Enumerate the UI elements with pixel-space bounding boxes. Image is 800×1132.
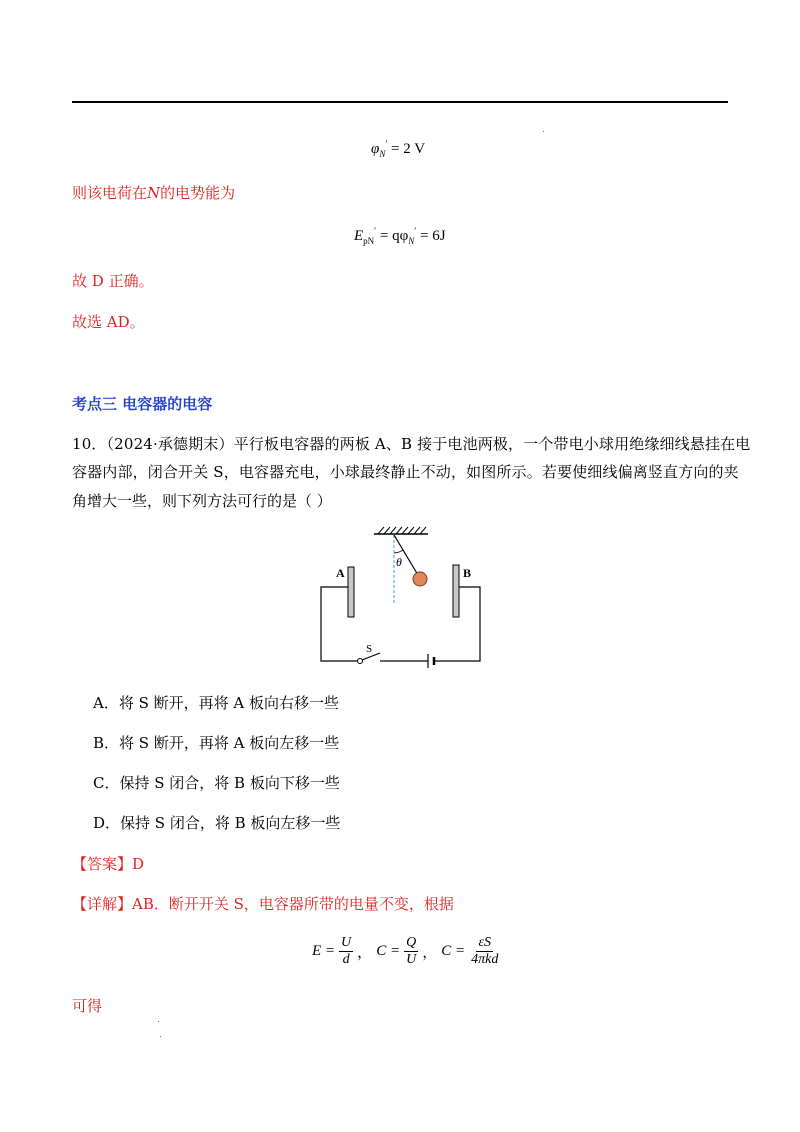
- equation-energy: $E_{pN}' = q\varphi_N' = 6J$: [354, 226, 446, 246]
- phi-symbol: φ: [371, 141, 380, 157]
- variable-n: N: [147, 184, 161, 202]
- text-line-choose-ad: 故选 AD。: [72, 313, 145, 331]
- phi-subscript: N: [379, 149, 386, 159]
- fraction-u-over-d: $\frac{U}{d}$: [341, 935, 352, 967]
- section-title: 考点三 电容器的电容: [72, 395, 213, 413]
- equation-rhs: = 2 V: [391, 141, 426, 157]
- question-line-2: 容器内部，闭合开关 S，电容器充电，小球最终静止不动，如图所示。若要使细线偏离竖直方向的夹: [72, 463, 739, 481]
- plate-a-label: A: [336, 566, 345, 580]
- option-a: A．将 S 断开，再将 A 板向右移一些: [93, 694, 340, 712]
- text-line-result: 可得: [72, 997, 103, 1015]
- c-lhs-2: C =: [441, 943, 466, 959]
- equation-mid: = qφ: [379, 228, 409, 244]
- text-line-d-correct: 故 D 正确。: [72, 272, 154, 290]
- capacitor-diagram: [310, 525, 490, 670]
- phi-subscript: N: [408, 236, 415, 246]
- text-fragment: 的电势能为: [160, 184, 236, 202]
- option-c: C．保持 S 闭合，将 B 板向下移一些: [93, 774, 340, 792]
- e-lhs: E =: [312, 943, 336, 959]
- theta-label: θ: [396, 555, 402, 569]
- text-fragment: 则该电荷在: [72, 184, 148, 202]
- fraction-q-over-u: $\frac{Q}{U}$: [406, 935, 417, 967]
- switch-label: S: [366, 643, 373, 655]
- equation-phi-n: $\varphi_N' = 2$ V: [371, 139, 426, 159]
- answer-label: 【答案】D: [72, 855, 145, 873]
- energy-symbol: E: [354, 228, 364, 244]
- plate-b-label: B: [463, 566, 472, 580]
- energy-subscript: pN: [363, 236, 375, 246]
- detail-line: 【详解】AB．断开开关 S，电容器所带的电量不变，根据: [72, 895, 454, 913]
- fraction-es-over-4pikd: $\frac{\varepsilon S}{\text{4πkd}}$: [471, 935, 499, 967]
- equation-rhs: = 6J: [420, 228, 446, 244]
- header-rule: [72, 101, 728, 103]
- question-line-3: 角增大一些，则下列方法可行的是（ ）: [72, 492, 332, 510]
- c-lhs: C =: [376, 943, 401, 959]
- question-line-1: 10．（2024·承德期末）平行板电容器的两板 A、B 接于电池两极，一个带电小球用绝缘细线悬挂在电: [72, 435, 751, 453]
- option-d: D．保持 S 闭合，将 B 板向左移一些: [93, 814, 341, 832]
- option-b: B．将 S 断开，再将 A 板向左移一些: [93, 734, 340, 752]
- text-line-potential-energy: [72, 183, 235, 203]
- equation-capacitance: E = $\frac{U}{d}$ ， C = $\frac{Q}{U}$ ， C = $\frac{\varepsilon S}{\text{4πkd}}$: [312, 935, 499, 967]
